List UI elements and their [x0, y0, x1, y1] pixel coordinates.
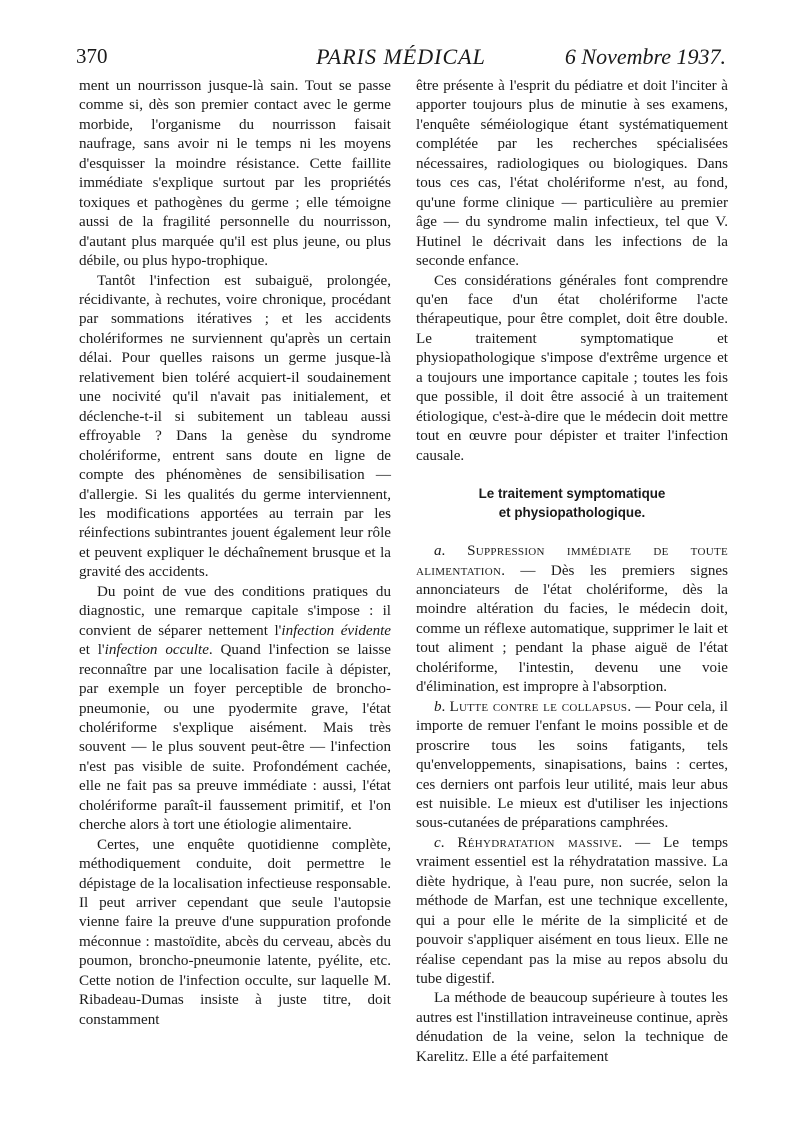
left-column — [79, 77, 391, 1030]
paragraph: b. Lutte contre le collapsus. — Pour cela, il importe de remuer l'enfant le moins possible et de proscrire tous les soins fatigants, tels qu'enveloppements, sinapisations, bains : certes, ces derniers ont parfois leur utilité, mais leur abus est nuisible. Le mieux est d'utiliser les injections sous-cutanées de préparations camphrées. — [416, 698, 728, 832]
page-header — [76, 44, 726, 74]
issue-date: 6 Novembre 1937. — [564, 44, 726, 69]
page-number: 370 — [76, 44, 108, 68]
journal-title: PARIS MÉDICAL — [316, 44, 486, 69]
paragraph: a. Suppression immédiate de toute alimentation. — Dès les premiers signes annonciateurs de l'état cholériforme, dès la moindre altération du facies, le médecin doit, comme un réflexe automatique, supprimer le lait et tout aliment ; pendant la phase aiguë de l'état cholériforme, l'intestin, devenu une voie d'élimination, est impropre à l'absorption. — [416, 543, 728, 696]
paragraph: Du point de vue des conditions pratiques du diagnostic, une remarque capitale s'impose : il convient de séparer nettement l'infection évidente et l'infection occulte. Quand l'infection se laisse reconnaître par une localisation facile à dépister, par exemple un foyer perceptible de broncho-pneumonie, ou une pyodermite grave, l'état cholériforme s'explique aisément. Mais très souvent — le plus souvent peut-être — l'infection n'est pas visible de suite. Profondément cachée, elle ne fait pas sa preuve immédiate : aussi, l'état cholériforme paraît-il faussement primitif, et l'on cherche alors à tort une étiologie alimentaire. — [79, 583, 392, 834]
paragraph: Tantôt l'infection est subaiguë, prolongée, récidivante, à rechutes, voire chronique, procédant par sommations itératives ; et les accidents cholériformes ne surviennent qu'après un certain délai. Pour quelles raisons un germe jusque-là relativement bien toléré acquiert-il soudainement une nocivité qu'il n'avait pas initialement, et déclenche-t-il si subitement un tableau aussi effroyable ? Dans la genèse du syndrome cholériforme, entrent sans doute en ligne de compte des phénomènes de sensibilisation — d'allergie. Si les qualités du germe interviennent, les modifications apportées au terrain par les réinfections subintrantes jouent également leur rôle et peuvent expliquer le déchaînement brusque et la gravité des accidents. — [79, 272, 391, 581]
paragraph: La méthode de beaucoup supérieure à toutes les autres est l'instillation intraveineuse continue, après dénudation de la veine, selon la technique de Karelitz. Elle a été parfaitement — [416, 990, 728, 1065]
section-heading-line-1: Le traitement symptomatique — [478, 486, 666, 502]
paragraph: Ces considérations générales font comprendre qu'en face d'un état cholériforme l'acte thérapeutique, pour être complet, doit être double. Le traitement symptomatique et physiopathologique s'impose d'extrême urgence et a toujours une importance capitale ; toutes les fois que possible, il doit être associé à un traitement étiologique, c'est-à-dire que le médecin doit mettre tout en œuvre pour dépister et traiter l'infection causale. — [416, 272, 728, 464]
right-column-bottom — [416, 542, 728, 1067]
right-column-top — [416, 77, 728, 466]
paragraph: être présente à l'esprit du pédiatre et doit l'inciter à apporter toujours plus de minutie à ses examens, l'enquête séméiologique étant systématiquement complétée par les recherches spécialisées nécessaires, radiologiques ou biologiques. Dans tous ces cas, l'état cholériforme n'est, au fond, qu'une forme clinique — particulière au premier âge — du syndrome malin infectieux, tel que V. Hutinel le décrivait dans les infections de la seconde enfance. — [416, 78, 728, 270]
paragraph: Certes, une enquête quotidienne complète, méthodiquement conduite, doit permettre le dépistage de la localisation infectieuse responsable. Il peut arriver cependant que seule l'autopsie vienne faire la preuve d'une suppuration profonde méconnue : mastoïdite, abcès du cerveau, abcès du poumon, broncho-pneumonie latente, pyélite, etc. Cette notion de l'infection occulte, sur laquelle M. Ribadeau-Dumas insiste à juste titre, doit constamment — [79, 836, 391, 1028]
paragraph: ment un nourrisson jusque-là sain. Tout se passe comme si, dès son premier contact avec le germe morbide, l'organisme du nourrisson faisait naufrage, sans avoir ni le temps ni les moyens d'esquisser la moindre résistance. Cette faillite immédiate s'explique surtout par les propriétés toxiques et pathogènes du germe ; elle témoigne aussi de la fragilité personnelle du nourrisson, d'autant plus marquée qu'il est plus jeune, ou plus débile, ou plus hypo-trophique. — [79, 78, 391, 270]
section-heading-line-2: et physiopathologique. — [498, 505, 646, 521]
paragraph: c. Réhydratation massive. — Le temps vraiment essentiel est la réhydratation massive. La diète hydrique, à l'eau pure, non sucrée, selon la méthode de Marfan, est une technique excellente, qui a pour elle le mérite de la simplicité et de pouvoir s'appliquer aisément en tous lieux. Elle ne réalise cependant pas la mise au repos absolu du tube digestif. — [416, 834, 728, 988]
section-heading — [416, 484, 728, 522]
right-column — [416, 77, 728, 1067]
